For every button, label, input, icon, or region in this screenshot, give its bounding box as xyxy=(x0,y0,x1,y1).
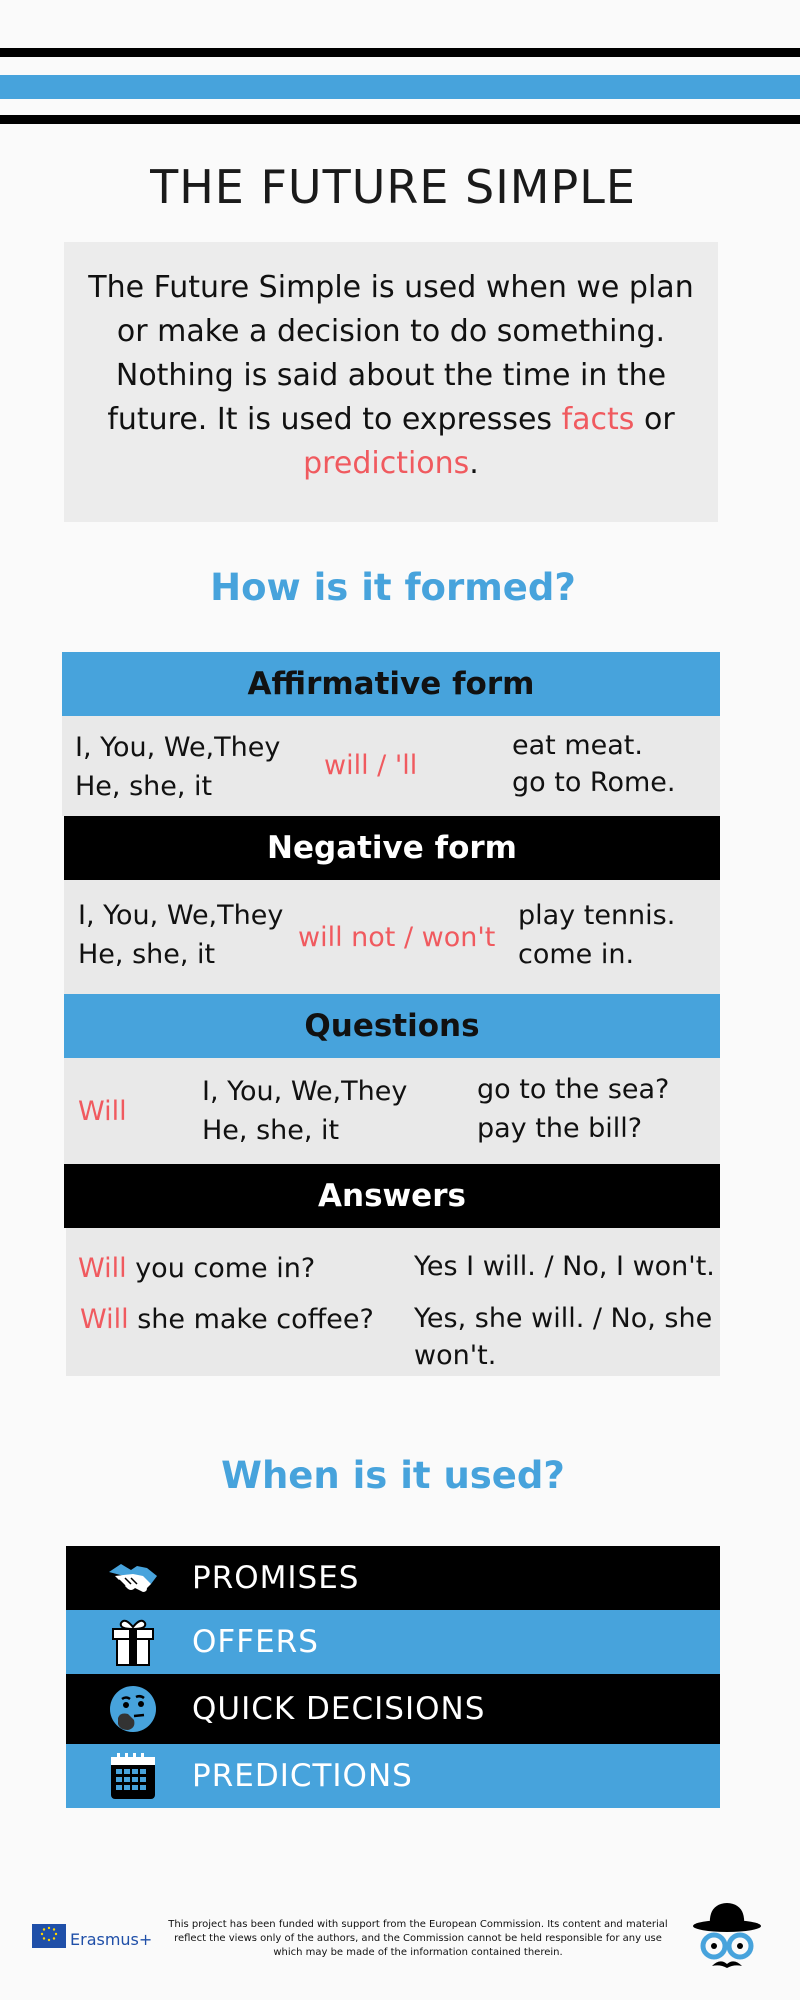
answers-aux-2: Will xyxy=(80,1304,129,1335)
use-label-predictions: PREDICTIONS xyxy=(192,1758,413,1794)
intro-or: or xyxy=(634,402,675,437)
use-predictions xyxy=(66,1744,720,1808)
affirmative-heading: Affirmative form xyxy=(62,652,720,716)
affirmative-subject-2: He, she, it xyxy=(75,771,213,802)
intro-end: . xyxy=(469,446,479,481)
questions-aux: Will xyxy=(78,1096,127,1127)
negative-subject-1: I, You, We,They xyxy=(78,900,284,931)
mascot-icon xyxy=(688,1900,766,1984)
questions-example-2: pay the bill? xyxy=(477,1113,643,1144)
calendar-icon xyxy=(104,1751,162,1801)
erasmus-logo xyxy=(32,1924,152,1948)
negative-heading: Negative form xyxy=(64,816,720,880)
affirmative-example-2: go to Rome. xyxy=(512,767,676,798)
eu-flag-icon xyxy=(32,1924,66,1948)
page-title: THE FUTURE SIMPLE xyxy=(150,160,636,214)
answers-question-2-rest: she make coffee? xyxy=(128,1304,374,1335)
bottom-black-stripe xyxy=(0,115,800,124)
formed-heading: How is it formed? xyxy=(210,566,576,609)
questions-heading: Questions xyxy=(64,994,720,1058)
funding-disclaimer: This project has been funded with support from the European Commission. Its content and material reflect the views only of the authors, and the Commission cannot be held responsible for any use which may be made of the information contained therein. xyxy=(168,1919,668,1958)
answers-aux-1: Will xyxy=(78,1253,127,1284)
negative-verb: will not / won't xyxy=(298,922,496,953)
use-label-offers: OFFERS xyxy=(192,1624,319,1660)
questions-example-1: go to the sea? xyxy=(477,1074,670,1105)
handshake-icon xyxy=(104,1553,162,1603)
answers-question-1 xyxy=(78,1249,315,1288)
negative-example-1: play tennis. xyxy=(518,900,676,931)
questions-subject-2: He, she, it xyxy=(202,1115,340,1146)
top-blue-stripe xyxy=(0,75,800,99)
answers-reply-2-line1: Yes, she will. / No, she xyxy=(414,1303,713,1334)
answers-heading: Answers xyxy=(64,1164,720,1228)
used-heading: When is it used? xyxy=(221,1454,565,1497)
intro-facts: facts xyxy=(561,402,635,437)
answers-question-1-rest: you come in? xyxy=(126,1253,316,1284)
intro-text: The Future Simple is used when we plan or make a decision to do something. Nothing is said about the time in the future. It is used to expresses xyxy=(88,270,694,437)
thinking-face-icon xyxy=(104,1684,162,1734)
intro-box xyxy=(64,242,718,522)
top-black-stripe xyxy=(0,48,800,57)
affirmative-subject-1: I, You, We,They xyxy=(75,732,281,763)
answers-reply-1: Yes I will. / No, I won't. xyxy=(414,1251,715,1282)
intro-predictions: predictions xyxy=(303,446,470,481)
answers-question-2 xyxy=(80,1300,374,1339)
affirmative-example-1: eat meat. xyxy=(512,730,643,761)
negative-subject-2: He, she, it xyxy=(78,939,216,970)
gift-icon xyxy=(104,1617,162,1667)
erasmus-logo-text: Erasmus+ xyxy=(70,1930,153,1949)
answers-reply-2-line2: won't. xyxy=(414,1340,497,1371)
questions-subject-1: I, You, We,They xyxy=(202,1076,408,1107)
use-label-quick-decisions: QUICK DECISIONS xyxy=(192,1691,486,1727)
use-quick-decisions xyxy=(66,1674,720,1744)
negative-example-2: come in. xyxy=(518,939,635,970)
use-label-promises: PROMISES xyxy=(192,1560,360,1596)
use-promises xyxy=(66,1546,720,1610)
affirmative-verb: will / 'll xyxy=(324,750,418,781)
use-offers xyxy=(66,1610,720,1674)
